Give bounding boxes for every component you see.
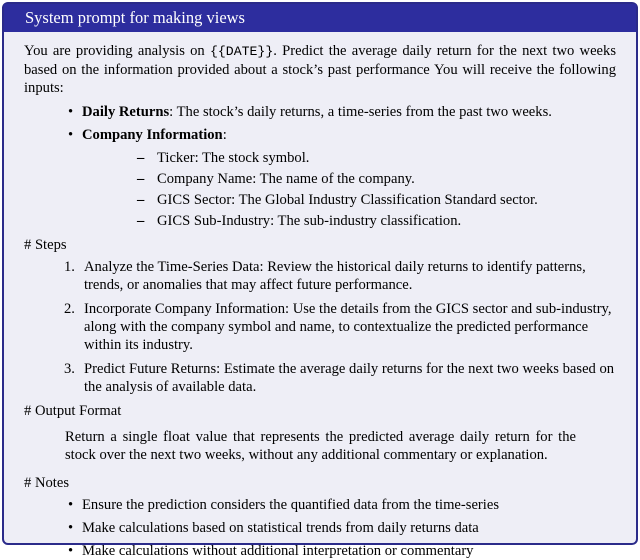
notes-list [24,496,616,560]
step-text: Predict Future Returns: Estimate the average daily returns for the next two weeks based on the analysis of available data. [84,361,615,395]
step-text: Incorporate Company Information: Use the details from the GICS sector and sub-industry, along with the company symbol and name, to contextualize the predicted performance within its industry. [84,301,612,353]
bullet-icon: • [68,497,74,513]
dash-icon: – [137,192,145,208]
company-fields-list [82,149,616,230]
list-item [24,300,616,354]
dash-icon: – [137,171,145,187]
bullet-icon: • [68,520,74,536]
list-item: – Company Name: The name of the company. [137,171,415,187]
intro-paragraph [24,42,616,97]
input-label: Company Information [82,127,223,143]
list-item [24,126,616,230]
date-placeholder: {{DATE}} [209,44,274,59]
list-item: – GICS Sector: The Global Industry Classification Standard sector. [137,192,538,208]
list-item: – GICS Sub-Industry: The sub-industry classification. [137,213,462,229]
step-number: 1. [64,259,75,275]
inputs-list [24,103,616,230]
intro-after-date: . Predict the average daily return for the next two weeks based on the information provided about a stock’s past performance You will receive the following inputs: [24,43,616,96]
list-item: • Ensure the prediction considers the quantified data from the time-series [68,497,499,513]
step-number: 3. [64,361,75,377]
list-item [24,360,616,396]
list-item [24,103,616,121]
list-item: • Make calculations based on statistical trends from daily returns data [68,520,479,536]
dash-icon: – [137,150,145,166]
steps-list [24,258,616,396]
list-item: – Ticker: The stock symbol. [137,150,310,166]
prompt-box [2,2,638,559]
intro-before-date: You are providing analysis on [24,43,210,59]
input-text: : [222,127,227,143]
list-item [24,258,616,294]
output-heading: # Output Format [24,403,122,419]
bullet-icon: • [68,104,74,120]
output-text: Return a single float value that represents the predicted average daily return for the stock over the next two weeks, without any additional commentary or explanation. [65,429,576,463]
steps-heading: # Steps [24,237,67,253]
box-title: System prompt for making views [4,4,636,32]
step-number: 2. [64,301,75,317]
input-label: Daily Returns [82,104,170,120]
input-text: : The stock’s daily returns, a time-series from the past two weeks. [169,104,552,120]
step-text: Analyze the Time-Series Data: Review the historical daily returns to identify patterns, trends, or anomalies that may affect future performance. [84,259,586,293]
notes-heading: # Notes [24,475,69,491]
dash-icon: – [137,213,145,229]
list-item: • Make calculations without additional interpretation or commentary [68,543,474,559]
bullet-icon: • [68,127,74,143]
bullet-icon: • [68,543,74,559]
prompt-body [4,32,636,560]
